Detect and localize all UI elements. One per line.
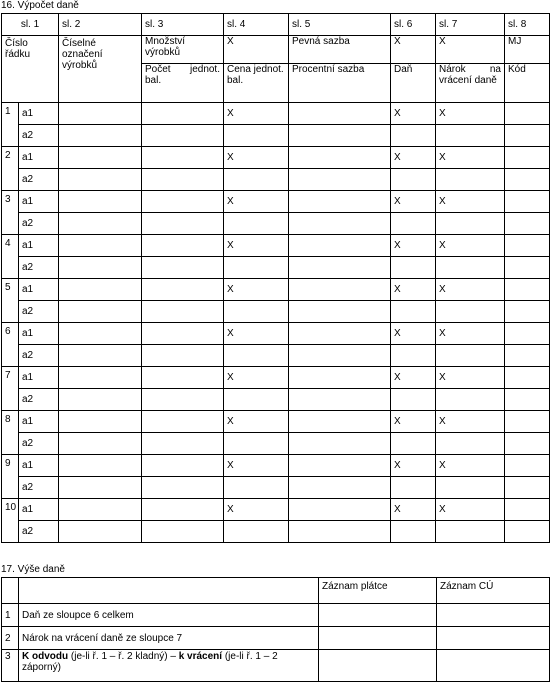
rate-cell[interactable]: [289, 499, 391, 521]
col-label-7: sl. 7: [436, 14, 505, 36]
table-row: [2, 389, 550, 411]
unit-code-cell[interactable]: [505, 257, 550, 279]
col7-x-mark: X: [436, 191, 505, 213]
unit-price-cell[interactable]: [224, 169, 289, 191]
office-record-field[interactable]: [437, 604, 550, 627]
table-row: [2, 235, 550, 257]
unit-code-cell[interactable]: [505, 213, 550, 235]
quantity-cell[interactable]: [142, 235, 224, 257]
sub-row-label: a1: [19, 279, 59, 301]
refund-claim-word3: vrácení daně: [439, 75, 497, 86]
row-number: 3: [2, 650, 19, 682]
rate-cell[interactable]: [289, 103, 391, 125]
table-row: [2, 169, 550, 191]
col7-x-mark: X: [436, 499, 505, 521]
product-code-cell[interactable]: [59, 213, 142, 235]
sub-row-label: a1: [19, 411, 59, 433]
section-16-title: 16. Výpočet daně: [1, 0, 79, 11]
row-number: 8: [2, 411, 19, 455]
product-code-cell[interactable]: [59, 389, 142, 411]
col6-x-mark: X: [391, 411, 436, 433]
tax-cell[interactable]: [391, 257, 436, 279]
unit-pack-count-header: [142, 64, 224, 103]
table-row: [2, 257, 550, 279]
payer-record-field[interactable]: [319, 627, 437, 650]
sub-row-label: a1: [19, 103, 59, 125]
refund-cell[interactable]: [436, 345, 505, 367]
payer-record-field[interactable]: [319, 650, 437, 682]
col4-x-mark: X: [224, 367, 289, 389]
col6-x-mark: X: [391, 279, 436, 301]
sub-row-label: a2: [19, 433, 59, 455]
section-17-title: 17. Výše daně: [1, 564, 65, 575]
quantity-cell[interactable]: [142, 499, 224, 521]
product-code-cell[interactable]: [59, 125, 142, 147]
unit-code-cell[interactable]: [505, 345, 550, 367]
rate-cell[interactable]: [289, 345, 391, 367]
table-row: [2, 433, 550, 455]
rate-cell[interactable]: [289, 125, 391, 147]
col-label-6: sl. 6: [391, 14, 436, 36]
rate-cell[interactable]: [289, 433, 391, 455]
unit-price-cell[interactable]: [224, 213, 289, 235]
rate-cell[interactable]: [289, 389, 391, 411]
row-description: Daň ze sloupce 6 celkem: [19, 604, 319, 627]
unit-price-cell[interactable]: [224, 521, 289, 543]
table-row: [2, 301, 550, 323]
product-code-cell[interactable]: [59, 301, 142, 323]
row-number: 2: [2, 147, 19, 191]
tax-cell[interactable]: [391, 521, 436, 543]
unit-code-cell[interactable]: [505, 433, 550, 455]
refund-label: k vrácení: [178, 651, 223, 662]
sub-row-label: a2: [19, 257, 59, 279]
unit-code-cell[interactable]: [505, 103, 550, 125]
office-record-header: Záznam CÚ: [437, 578, 550, 604]
col7-x-mark: X: [436, 103, 505, 125]
col-label-1: sl. 1: [2, 14, 59, 36]
quantity-cell[interactable]: [142, 147, 224, 169]
row-number: 10: [2, 499, 19, 543]
quantity-cell[interactable]: [142, 169, 224, 191]
table-row: [2, 103, 550, 125]
office-record-field[interactable]: [437, 627, 550, 650]
unit-code-cell[interactable]: [505, 191, 550, 213]
col6-x-mark: X: [391, 235, 436, 257]
product-code-cell[interactable]: [59, 477, 142, 499]
product-code-cell[interactable]: [59, 169, 142, 191]
refund-cell[interactable]: [436, 169, 505, 191]
col-label-5: sl. 5: [289, 14, 391, 36]
unit-pack-count-word2: jednot.: [189, 64, 220, 75]
refund-cell[interactable]: [436, 521, 505, 543]
rate-cell[interactable]: [289, 213, 391, 235]
office-record-field[interactable]: [437, 650, 550, 682]
refund-cell[interactable]: [436, 213, 505, 235]
rate-cell[interactable]: [289, 279, 391, 301]
row-number: 4: [2, 235, 19, 279]
percent-rate-header: Procentní sazba: [289, 64, 391, 103]
sub-row-label: a2: [19, 521, 59, 543]
product-code-cell[interactable]: [59, 499, 142, 521]
tax-cell[interactable]: [391, 125, 436, 147]
sub-row-label: a1: [19, 499, 59, 521]
product-code-cell[interactable]: [59, 279, 142, 301]
quantity-cell[interactable]: [142, 389, 224, 411]
quantity-cell[interactable]: [142, 103, 224, 125]
table-row: [2, 213, 550, 235]
tax-amount-row: [2, 604, 550, 627]
quantity-cell[interactable]: [142, 191, 224, 213]
unit-code-cell[interactable]: [505, 235, 550, 257]
unit-code-cell[interactable]: [505, 147, 550, 169]
col7-x-mark: X: [436, 411, 505, 433]
product-code-cell[interactable]: [59, 235, 142, 257]
tax-cell[interactable]: [391, 389, 436, 411]
col6-x-mark: X: [391, 191, 436, 213]
row-number: 3: [2, 191, 19, 235]
col-label-3: sl. 3: [142, 14, 224, 36]
col7-x-mark: X: [436, 323, 505, 345]
table-row: [2, 499, 550, 521]
table-row: [2, 455, 550, 477]
row-number: 2: [2, 627, 19, 650]
header-x-col4: X: [224, 36, 289, 64]
table-row: [2, 147, 550, 169]
sub-row-label: a2: [19, 389, 59, 411]
col4-x-mark: X: [224, 279, 289, 301]
unit-price-cell[interactable]: [224, 477, 289, 499]
refund-cell[interactable]: [436, 477, 505, 499]
unit-price-cell[interactable]: [224, 433, 289, 455]
unit-code-cell[interactable]: [505, 411, 550, 433]
col-label-2: sl. 2: [59, 14, 142, 36]
sub-row-label: a2: [19, 125, 59, 147]
col4-x-mark: X: [224, 103, 289, 125]
unit-code-cell[interactable]: [505, 477, 550, 499]
unit-pack-count-word3: bal.: [145, 75, 162, 86]
sub-row-label: a1: [19, 367, 59, 389]
product-code-cell[interactable]: [59, 257, 142, 279]
row-description: Nárok na vrácení daně ze sloupce 7: [19, 627, 319, 650]
payer-record-header: Záznam plátce: [319, 578, 437, 604]
product-code-cell[interactable]: [59, 191, 142, 213]
tax-cell[interactable]: [391, 345, 436, 367]
quantity-cell[interactable]: [142, 521, 224, 543]
unit-price-cell[interactable]: [224, 301, 289, 323]
row-number: 9: [2, 455, 19, 499]
tax-cell[interactable]: [391, 213, 436, 235]
table-row: [2, 125, 550, 147]
quantity-cell[interactable]: [142, 455, 224, 477]
quantity-cell[interactable]: [142, 279, 224, 301]
unit-code-cell[interactable]: [505, 367, 550, 389]
quantity-header: Množství výrobků: [142, 36, 224, 64]
rate-cell[interactable]: [289, 147, 391, 169]
rate-cell[interactable]: [289, 169, 391, 191]
tax-cell[interactable]: [391, 433, 436, 455]
product-code-cell[interactable]: [59, 323, 142, 345]
rate-cell[interactable]: [289, 257, 391, 279]
quantity-cell[interactable]: [142, 367, 224, 389]
quantity-cell[interactable]: [142, 213, 224, 235]
sub-row-label: a2: [19, 477, 59, 499]
sub-row-label: a1: [19, 323, 59, 345]
unit-code-cell[interactable]: [505, 499, 550, 521]
rate-cell[interactable]: [289, 323, 391, 345]
unit-code-cell[interactable]: [505, 279, 550, 301]
unit-code-cell[interactable]: [505, 455, 550, 477]
product-code-cell[interactable]: [59, 147, 142, 169]
product-code-cell[interactable]: [59, 345, 142, 367]
unit-code-cell[interactable]: [505, 169, 550, 191]
unit-pack-count-word1: Počet: [145, 64, 171, 75]
product-code-cell[interactable]: [59, 367, 142, 389]
sub-row-label: a2: [19, 345, 59, 367]
quantity-cell[interactable]: [142, 345, 224, 367]
payer-record-field[interactable]: [319, 604, 437, 627]
quantity-cell[interactable]: [142, 477, 224, 499]
sub-row-label: a1: [19, 147, 59, 169]
row-number: 1: [2, 103, 19, 147]
col6-x-mark: X: [391, 147, 436, 169]
col4-x-mark: X: [224, 147, 289, 169]
header-x-col6: X: [391, 36, 436, 64]
quantity-cell[interactable]: [142, 433, 224, 455]
col6-x-mark: X: [391, 323, 436, 345]
unit-code-cell[interactable]: [505, 301, 550, 323]
quantity-cell[interactable]: [142, 301, 224, 323]
tax-amount-row: [2, 650, 550, 682]
col6-x-mark: X: [391, 103, 436, 125]
row-number: 5: [2, 279, 19, 323]
product-code-cell[interactable]: [59, 411, 142, 433]
unit-price-cell[interactable]: [224, 125, 289, 147]
refund-claim-header: [436, 64, 505, 103]
payable-label: K odvodu: [22, 651, 69, 662]
tax-cell[interactable]: [391, 301, 436, 323]
rate-cell[interactable]: [289, 455, 391, 477]
col7-x-mark: X: [436, 279, 505, 301]
code-header: Kód: [505, 64, 550, 103]
tax-cell[interactable]: [391, 169, 436, 191]
sub-row-label: a1: [19, 191, 59, 213]
col4-x-mark: X: [224, 411, 289, 433]
product-code-header: Číselné označení výrobků: [59, 36, 142, 103]
refund-claim-word2: na: [489, 64, 501, 75]
rate-cell[interactable]: [289, 477, 391, 499]
table-row: [2, 411, 550, 433]
table-row: [2, 279, 550, 301]
col4-x-mark: X: [224, 499, 289, 521]
fixed-rate-header: Pevná sazba: [289, 36, 391, 64]
sub-row-label: a2: [19, 301, 59, 323]
sub-row-label: a2: [19, 213, 59, 235]
tax-cell[interactable]: [391, 477, 436, 499]
refund-claim-word1: Nárok: [439, 64, 466, 75]
row-description: [19, 650, 319, 682]
unit-price-cell[interactable]: [224, 389, 289, 411]
tax-header: Daň: [391, 64, 436, 103]
column-number-row: [2, 14, 550, 36]
col4-x-mark: X: [224, 235, 289, 257]
col6-x-mark: X: [391, 499, 436, 521]
row-number: 7: [2, 367, 19, 411]
quantity-cell[interactable]: [142, 411, 224, 433]
unit-price-cell[interactable]: [224, 257, 289, 279]
table-row: [2, 367, 550, 389]
refund-condition: (je-li ř. 1 – 2 záporný): [22, 651, 278, 673]
payable-condition: (je-li ř. 1 – ř. 2 kladný) –: [68, 651, 179, 662]
header-row-2: [2, 36, 550, 64]
col-label-8: sl. 8: [505, 14, 550, 36]
tax-amount-table: [1, 577, 550, 682]
col6-x-mark: X: [391, 455, 436, 477]
header-x-col7: X: [436, 36, 505, 64]
rate-cell[interactable]: [289, 301, 391, 323]
product-code-cell[interactable]: [59, 521, 142, 543]
product-code-cell[interactable]: [59, 433, 142, 455]
refund-cell[interactable]: [436, 257, 505, 279]
row-number: 6: [2, 323, 19, 367]
sub-row-label: a2: [19, 169, 59, 191]
col4-x-mark: X: [224, 323, 289, 345]
sub-row-label: a1: [19, 235, 59, 257]
row-number: 1: [2, 604, 19, 627]
table-row: [2, 521, 550, 543]
row-number-header: Číslo řádku: [2, 36, 59, 103]
unit-code-cell[interactable]: [505, 521, 550, 543]
quantity-cell[interactable]: [142, 257, 224, 279]
col7-x-mark: X: [436, 367, 505, 389]
col-label-4: sl. 4: [224, 14, 289, 36]
unit-price-cell[interactable]: [224, 345, 289, 367]
unit-code-cell[interactable]: [505, 125, 550, 147]
table-row: [2, 477, 550, 499]
refund-cell[interactable]: [436, 433, 505, 455]
table-row: [2, 345, 550, 367]
tax-calculation-table: [1, 13, 550, 543]
col6-x-mark: X: [391, 367, 436, 389]
col4-x-mark: X: [224, 191, 289, 213]
tax-amount-row: [2, 627, 550, 650]
table-row: [2, 191, 550, 213]
rate-cell[interactable]: [289, 521, 391, 543]
col4-x-mark: X: [224, 455, 289, 477]
rate-cell[interactable]: [289, 235, 391, 257]
refund-cell[interactable]: [436, 389, 505, 411]
product-code-cell[interactable]: [59, 103, 142, 125]
product-code-cell[interactable]: [59, 455, 142, 477]
col7-x-mark: X: [436, 235, 505, 257]
sub-row-label: a1: [19, 455, 59, 477]
rate-cell[interactable]: [289, 191, 391, 213]
unit-code-cell[interactable]: [505, 389, 550, 411]
table-row: [2, 323, 550, 345]
quantity-cell[interactable]: [142, 323, 224, 345]
refund-cell[interactable]: [436, 301, 505, 323]
rate-cell[interactable]: [289, 411, 391, 433]
tax-amount-header-row: [2, 578, 550, 604]
col7-x-mark: X: [436, 455, 505, 477]
refund-cell[interactable]: [436, 125, 505, 147]
quantity-cell[interactable]: [142, 125, 224, 147]
unit-code-cell[interactable]: [505, 323, 550, 345]
unit-pack-price-header: Cena jednot. bal.: [224, 64, 289, 103]
unit-header: MJ: [505, 36, 550, 64]
col7-x-mark: X: [436, 147, 505, 169]
rate-cell[interactable]: [289, 367, 391, 389]
